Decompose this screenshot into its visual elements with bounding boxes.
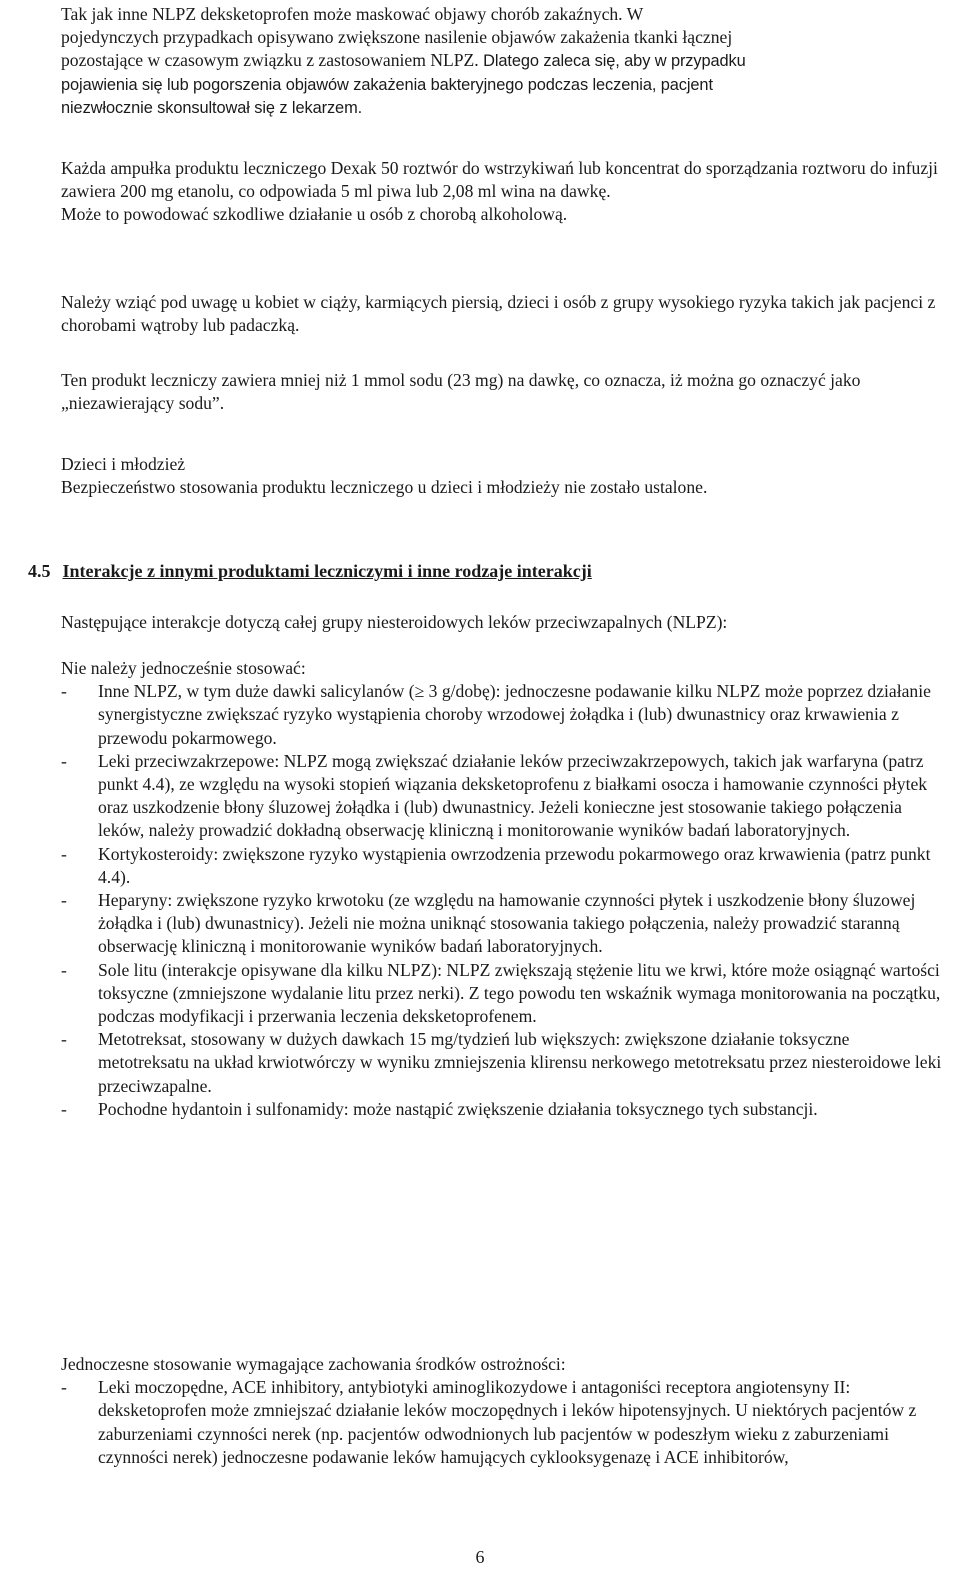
list-item: - Heparyny: zwiększone ryzyko krwotoku (ze względu na hamowanie czynności płytek i uszkodzenie błony śluzowej żołądka i (lub) dwunastnicy). Jeżeli nie można uniknąć stosowania takiego połączenia, należy prowadzić staranną obserwację kliniczną i monitorowanie wyników badań laboratoryjnych. <box>61 890 916 957</box>
infection-masking-paragraph <box>61 3 951 120</box>
interactions-intro <box>61 611 946 634</box>
caution-list <box>61 1376 943 1469</box>
not-combined-heading: Nie należy jednocześnie stosować: <box>61 658 306 678</box>
list-item: - Metotreksat, stosowany w dużych dawkach 15 mg/tydzień lub większych: zwiększone działanie toksyczne metotreksatu na układ krwiotwórczy w wyniku zmniejszenia klirensu nerkowego metotreksatu przez niesteroidowe leki przeciwzapalne. <box>61 1029 942 1096</box>
sans-text-span: Dlatego zaleca się, aby w przypadku <box>483 52 746 71</box>
interactions-intro-text: Następujące interakcje dotyczą całej grupy niesteroidowych leków przeciwzapalnych (NLPZ): <box>61 612 728 632</box>
list-item: - Leki moczopędne, ACE inhibitory, antybiotyki aminoglikozydowe i antagoniści receptora angiotensyny II: deksketoprofen może zmniejszać działanie leków moczopędnych i leków hipotensyjnych. U niektórych pacjentów z zaburzeniami czynności nerek (np. pacjentów odwodnionych lub pacjentów w podeszłym wieku z zaburzeniami czynności nerek) jednoczesne podawanie leków hamujących cyklooksygenazę i ACE inhibitorów, <box>61 1377 917 1467</box>
dash-marker: - <box>61 681 67 702</box>
paragraph-line: niezwłocznie skonsultował się z lekarzem. <box>61 98 363 117</box>
page-number: 6 <box>475 1547 485 1567</box>
greater-equal-symbol: ≥ <box>414 681 425 702</box>
not-combined-section <box>61 657 943 1121</box>
children-text: Bezpieczeństwo stosowania produktu leczniczego u dzieci i młodzieży nie zostało ustalone. <box>61 477 708 498</box>
not-combined-list <box>61 680 943 1121</box>
list-item: - Kortykosteroidy: zwiększone ryzyko wystąpienia owrzodzenia przewodu pokarmowego oraz krwawienia (patrz punkt 4.4). <box>61 843 931 887</box>
children-section <box>61 453 946 499</box>
list-item: - Sole litu (interakcje opisywane dla kilku NLPZ): NLPZ zwiększają stężenie litu we krwi, które może osiągnąć wartości toksyczne (zmniejszone wydalanie litu przez nerki). Z tego powodu ten wskaźnik wymaga monitorowania na początku, podczas modyfikacji i przerwania leczenia deksketoprofenem. <box>61 959 941 1027</box>
section-heading <box>28 560 928 583</box>
ethanol-content-paragraph <box>61 157 946 227</box>
caution-section <box>61 1353 943 1469</box>
sodium-text: Ten produkt leczniczy zawiera mniej niż 1 mmol sodu (23 mg) na dawkę, co oznacza, iż można go oznaczyć jako „niezawierający sodu”. <box>61 370 861 414</box>
paragraph-line: pozostające w czasowym związku z zastosowaniem NLPZ. Dlatego zaleca się, aby w przypadku <box>61 50 746 71</box>
caution-heading: Jednoczesne stosowanie wymagające zachowania środków ostrożności: <box>61 1354 566 1374</box>
section-title: Interakcje z innymi produktami leczniczymi i inne rodzaje interakcji <box>62 561 592 581</box>
list-item: - Inne NLPZ, w tym duże dawki salicylanów (≥ 3 g/dobę): jednoczesne podawanie kilku NLPZ może poprzez działanie synergistyczne zwiększać ryzyko wystąpienia choroby wrzodowej żołądka i (lub) dwunastnicy oraz krwawienia z przewodu pokarmowego. <box>61 681 931 748</box>
dash-marker: - <box>61 1029 67 1050</box>
dash-marker: - <box>61 750 67 771</box>
dash-marker: - <box>61 1098 67 1119</box>
paragraph-line: pojawienia się lub pogorszenia objawów zakażenia bakteryjnego podczas leczenia, pacjent <box>61 75 713 94</box>
paragraph-line: pojedynczych przypadkach opisywano zwiększone nasilenie objawów zakażenia tkanki łącznej <box>61 27 733 48</box>
dash-marker: - <box>61 843 67 864</box>
risk-text: Należy wziąć pod uwagę u kobiet w ciąży, karmiących piersią, dzieci i osób z grupy wysokiego ryzyka takich jak pacjenci z chorobami wątroby lub padaczką. <box>61 292 936 336</box>
dash-marker: - <box>61 1377 67 1398</box>
list-item: - Leki przeciwzakrzepowe: NLPZ mogą zwiększać działanie leków przeciwzakrzepowych, takich jak warfaryna (patrz punkt 4.4), ze względu na wysoki stopień wiązania deksketoprofenu z białkami osocza i hamowanie czynności płytek oraz uszkodzenie błony śluzowej żołądka i (lub) dwunastnicy. Jeżeli konieczne jest stosowanie takiego połączenia leków, należy prowadzić dokładną obserwację kliniczną i monitorowanie wyników badań laboratoryjnych. <box>61 750 928 841</box>
list-item: - Pochodne hydantoin i sulfonamidy: może nastąpić zwiększenie działania toksycznego tych substancji. <box>61 1098 943 1121</box>
dash-marker: - <box>61 959 67 980</box>
risk-groups-paragraph <box>61 291 946 337</box>
children-heading: Dzieci i młodzież <box>61 454 186 474</box>
ethanol-text: Każda ampułka produktu leczniczego Dexak 50 roztwór do wstrzykiwań lub koncentrat do sporządzania roztworu do infuzji zawiera 200 mg etanolu, co odpowiada 5 ml piwa lub 2,08 ml wina na dawkę. <box>61 158 938 202</box>
ethanol-warning: Może to powodować szkodliwe działanie u osób z chorobą alkoholową. <box>61 204 568 225</box>
dash-marker: - <box>61 890 67 911</box>
sodium-paragraph <box>61 369 946 415</box>
paragraph-line: Tak jak inne NLPZ deksketoprofen może maskować objawy chorób zakaźnych. W <box>61 4 644 24</box>
section-number: 4.5 <box>28 561 51 581</box>
